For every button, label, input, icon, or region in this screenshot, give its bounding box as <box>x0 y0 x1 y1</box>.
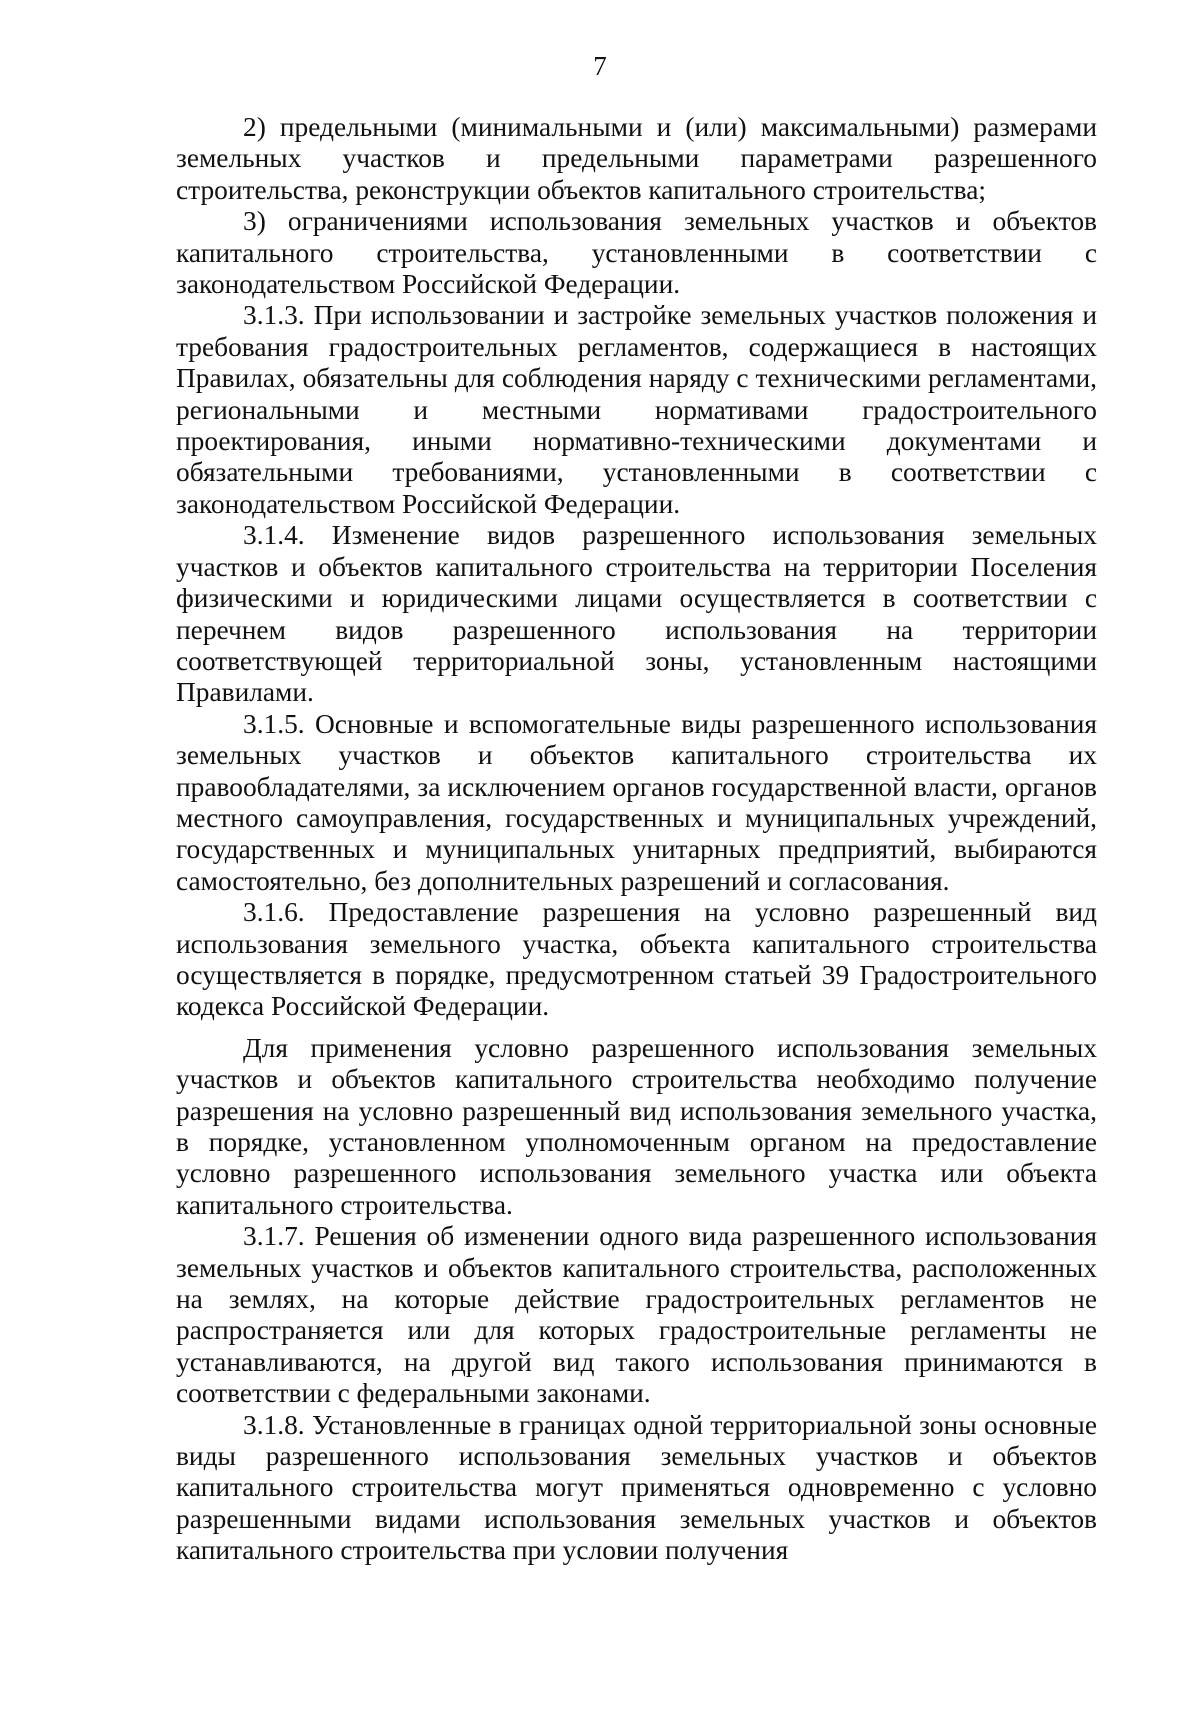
paragraph-item-3: 3) ограничениями использования земельных участков и объектов капитального строительства, установленными в соответствии с законодательством Российской Федерации. <box>176 206 1097 300</box>
paragraph-3-1-6: 3.1.6. Предоставление разрешения на условно разрешенный вид использования земельного участка, объекта капитального строительства осуществляется в порядке, предусмотренном статьей 39 Градостроительного кодекса Российской Федерации. <box>176 897 1097 1022</box>
paragraph-3-1-3: 3.1.3. При использовании и застройке земельных участков положения и требования градостроительных регламентов, содержащиеся в настоящих Правилах, обязательны для соблюдения наряду с техническими регламентами, региональными и местными нормативами градостроительного проектирования, иными нормативно-техническими документами и обязательными требованиями, установленными в соответствии с законодательством Российской Федерации. <box>176 300 1097 519</box>
paragraph-item-2: 2) предельными (минимальными и (или) максимальными) размерами земельных участков и предельными параметрами разрешенного строительства, реконструкции объектов капитального строительства; <box>176 112 1097 205</box>
document-body <box>176 112 1097 1567</box>
paragraph-3-1-4: 3.1.4. Изменение видов разрешенного использования земельных участков и объектов капитального строительства на территории Поселения физическими и юридическими лицами осуществляется в соответствии с перечнем видов разрешенного использования на территории соответствующей территориальной зоны, установленным настоящими Правилами. <box>176 520 1097 708</box>
paragraph-3-1-7: 3.1.7. Решения об изменении одного вида разрешенного использования земельных участков и объектов капитального строительства, расположенных на землях, на которые действие градостроительных регламентов не распространяется или для которых градостроительные регламенты не устанавливаются, на другой вид такого использования принимаются в соответствии с федеральными законами. <box>176 1221 1097 1409</box>
paragraph-3-1-8: 3.1.8. Установленные в границах одной территориальной зоны основные виды разрешенного использования земельных участков и объектов капитального строительства могут применяться одновременно с условно разрешенными видами использования земельных участков и объектов капитального строительства при условии получения <box>176 1409 1097 1566</box>
paragraph-3-1-5: 3.1.5. Основные и вспомогательные виды разрешенного использования земельных участков и объектов капитального строительства их правообладателями, за исключением органов государственной власти, органов местного самоуправления, государственных и муниципальных учреждений, государственных и муниципальных унитарных предприятий, выбираются самостоятельно, без дополнительных разрешений и согласования. <box>176 708 1097 896</box>
paragraph-conditional-use: Для применения условно разрешенного использования земельных участков и объектов капитального строительства необходимо получение разрешения на условно разрешенный вид использования земельного участка, в порядке, установленном уполномоченным органом на предоставление условно разрешенного использования земельного участка или объекта капитального строительства. <box>176 1032 1097 1220</box>
page-number: 7 <box>593 51 607 81</box>
